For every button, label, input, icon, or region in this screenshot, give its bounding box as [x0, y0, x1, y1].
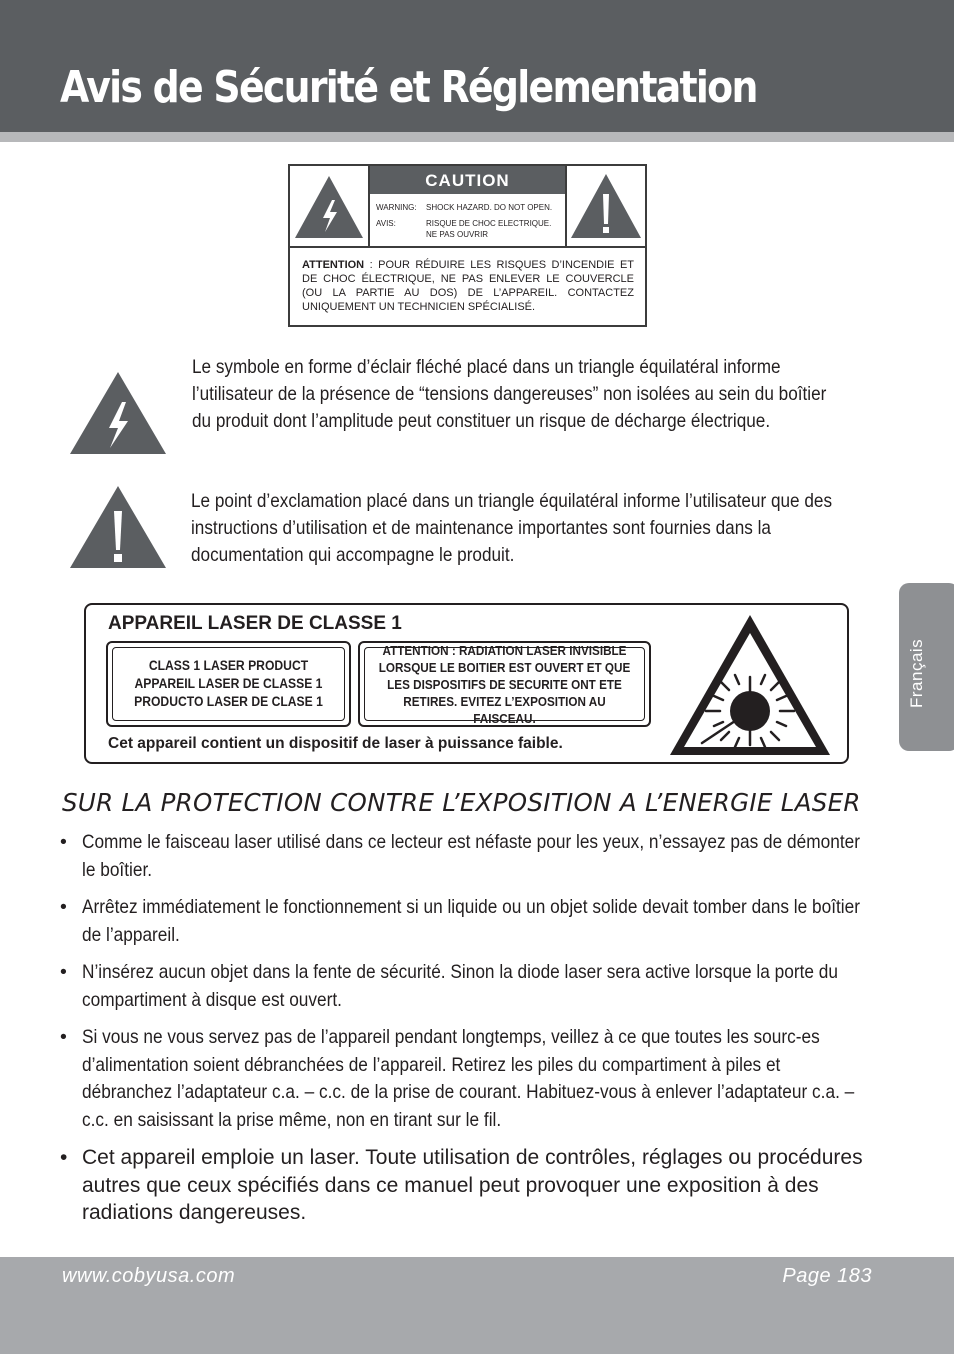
- laser-radiation-sticker: [358, 641, 651, 727]
- caution-warning-text: SHOCK HAZARD. DO NOT OPEN.: [426, 203, 553, 212]
- sticker-line: APPAREIL LASER DE CLASSE 1: [134, 676, 323, 691]
- caution-warning-text: RISQUE DE CHOC ELECTRIQUE. NE PAS OUVRIR: [426, 219, 552, 239]
- class-1-laser-text: [120, 643, 337, 725]
- language-tab[interactable]: [899, 583, 954, 751]
- caution-warning-key: AVIS:: [376, 219, 396, 228]
- list-item-text: Cet appareil emploie un laser. Toute utilisation de contrôles, réglages ou procédures autres que ceux spécifiés dans ce manuel peut provoquer une exposition à des radiations dangereuses.: [82, 1146, 863, 1224]
- caution-warning-row: [376, 202, 559, 213]
- laser-safety-list: [60, 829, 872, 1237]
- sticker-line: PRODUCTO LASER DE CLASE 1: [134, 694, 323, 709]
- bullet-dot: •: [60, 1146, 68, 1169]
- lightning-triangle-icon: [68, 370, 168, 456]
- bullet-dot: •: [60, 831, 67, 853]
- lightning-symbol-description: Le symbole en forme d’éclair fléché placé dans un triangle équilatéral informe l’utilisateur de la présence de “tensions dangereuses” non isolées au sein du boîtier du produit dont l’amplitude peut constituer un risque de décharge électrique.: [192, 356, 827, 432]
- class-1-laser-sticker: [106, 641, 351, 727]
- caution-lightning-cell: [290, 166, 370, 246]
- language-tab-label: Français: [907, 638, 926, 708]
- list-item-text: Si vous ne vous servez pas de l’appareil pendant longtemps, veillez à ce que toutes les sourc-es d’alimentation soient débranchées de l’appareil. Retirez les piles du compartiment à piles et débranchez l’adaptateur c.a. – c.c. de la prise de courant. Habituez-vous à enlever l’adaptateur c.a. – c.c. en saisissant la prise même, non en tirant sur le fil.: [82, 1026, 855, 1131]
- page-title: Avis de Sécurité et Réglementation: [60, 62, 757, 113]
- sticker-line: ATTENTION : RADIATION LASER INVISIBLE: [382, 642, 627, 658]
- exclamation-triangle-icon: [567, 166, 645, 246]
- list-item-text: Comme le faisceau laser utilisé dans ce lecteur est néfaste pour les yeux, n’essayez pas de démonter le boîtier.: [82, 831, 860, 881]
- caution-attention-text: [302, 258, 634, 314]
- laser-label-footer: Cet appareil contient un dispositif de laser à puissance faible.: [108, 735, 563, 752]
- sticker-line: CLASS 1 LASER PRODUCT: [148, 658, 309, 673]
- bullet-dot: •: [60, 1026, 67, 1048]
- page-footer: [0, 1257, 954, 1354]
- website-link[interactable]: www.cobyusa.com: [62, 1265, 236, 1287]
- caution-label-middle: [370, 166, 565, 246]
- caution-warning-row: [376, 218, 559, 240]
- sticker-line: LES DISPOSITIFS DE SECURITE ONT ETE: [387, 676, 622, 692]
- page-header: [0, 0, 954, 142]
- laser-radiation-text: [374, 643, 634, 725]
- caution-title: CAUTION: [370, 166, 565, 194]
- laser-radiation-warning-icon: [666, 611, 834, 759]
- caution-exclamation-cell: [565, 166, 645, 246]
- list-item: [60, 1024, 872, 1134]
- caution-label: [288, 164, 647, 327]
- exclamation-symbol-description: Le point d’exclamation placé dans un triangle équilatéral informe l’utilisateur que des instructions d’utilisation et de maintenance importantes sont fournies dans la documentation qui accompagne le produit.: [191, 490, 833, 566]
- list-item-text: Arrêtez immédiatement le fonctionnement si un liquide ou un objet solide devait tomber dans le boîtier de l’appareil.: [82, 896, 860, 946]
- list-item-text: N’insérez aucun objet dans la fente de sécurité. Sinon la diode laser sera active lorsque la porte du compartiment à disque est ouvert.: [82, 961, 838, 1011]
- page-number: Page 183: [782, 1265, 872, 1287]
- caution-label-top: [290, 166, 645, 248]
- list-item: [60, 1144, 872, 1227]
- list-item: [60, 959, 872, 1014]
- sticker-line: LORSQUE LE BOITIER EST OUVERT ET QUE: [378, 659, 631, 675]
- list-item: [60, 894, 872, 949]
- bullet-dot: •: [60, 961, 67, 983]
- laser-class-label: [84, 603, 849, 764]
- caution-attention-body: : POUR RÉDUIRE LES RISQUES D’INCENDIE ET DE CHOC ÉLECTRIQUE, NE PAS ENLEVER LE COUVERCLE (OU LA PARTIE AU DOS) DE L’APPAREIL. CONTACTEZ UNIQUEMENT UN TECHNICIEN SPÉCIALISÉ.: [302, 259, 634, 313]
- lightning-triangle-icon: [290, 166, 368, 246]
- section-title: SUR LA PROTECTION CONTRE L’EXPOSITION A L’ENERGIE LASER: [62, 788, 861, 817]
- list-item: [60, 829, 872, 884]
- laser-label-title: APPAREIL LASER DE CLASSE 1: [108, 613, 402, 634]
- exclamation-triangle-icon: [68, 484, 168, 570]
- caution-warnings: [370, 194, 565, 240]
- sticker-line: RETIRES. EVITEZ L’EXPOSITION AU FAISCEAU.: [403, 693, 606, 726]
- caution-attention-key: ATTENTION: [302, 259, 365, 271]
- bullet-dot: •: [60, 896, 67, 918]
- caution-warning-key: WARNING:: [376, 203, 417, 212]
